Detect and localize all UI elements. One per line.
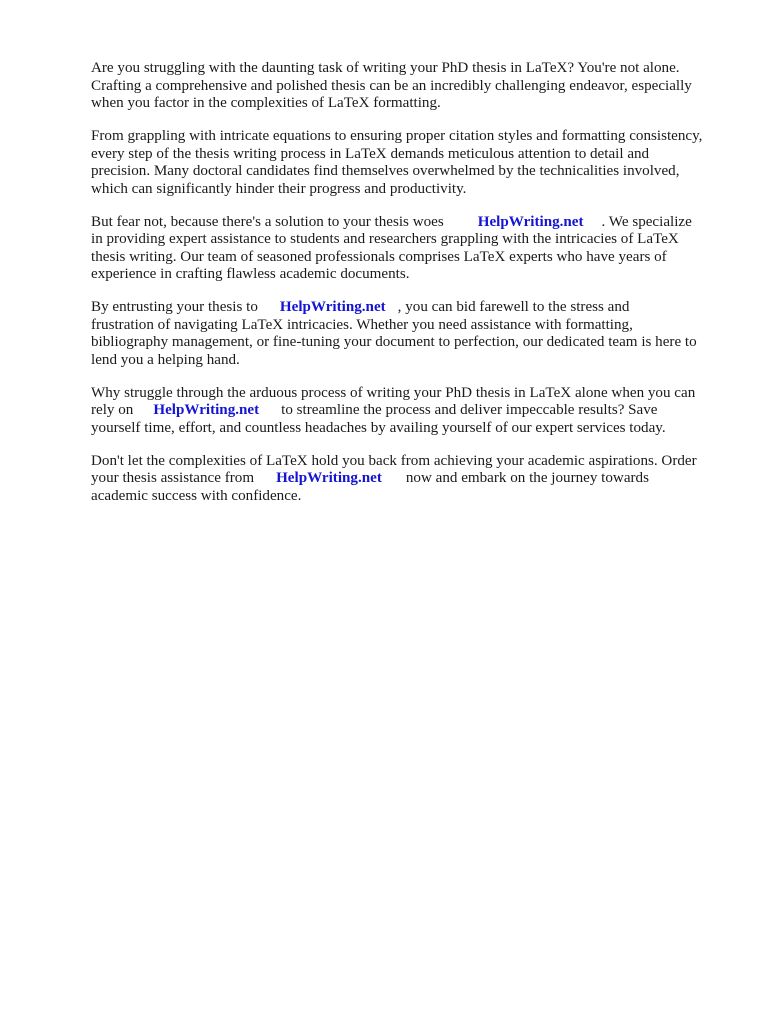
text-line: thesis writing. Our team of seasoned professionals comprises LaTeX experts who have years of: [91, 248, 667, 265]
text-segment: But fear not, because there's a solution to your thesis woes: [91, 213, 444, 230]
text-segment: . We specialize: [601, 213, 692, 230]
paragraph-solution: [91, 214, 731, 284]
paragraph-intro: [91, 60, 731, 113]
paragraph-call-to-action: [91, 453, 731, 506]
text-line: Are you struggling with the daunting task of writing your PhD thesis in LaTeX? You're not alone.: [91, 60, 680, 76]
paragraph-challenges: [91, 128, 731, 198]
text-line: academic success with confidence.: [91, 487, 302, 504]
text-line: precision. Many doctoral candidates find themselves overwhelmed by the technicalities involved,: [91, 163, 680, 179]
text-segment: now and embark on the journey towards: [405, 470, 649, 486]
text-line: [91, 214, 731, 232]
text-line: yourself time, effort, and countless headaches by availing yourself of our expert services today.: [91, 419, 666, 436]
text-line: which can significantly hinder their progress and productivity.: [91, 180, 467, 197]
text-line: in providing expert assistance to students and researchers grappling with the intricacies of LaTeX: [91, 231, 679, 247]
paragraph-why-struggle: [91, 385, 731, 438]
helpwriting-link[interactable]: HelpWriting.net: [276, 470, 382, 486]
text-segment: By entrusting your thesis to: [91, 299, 258, 315]
text-line: Crafting a comprehensive and polished thesis can be an incredibly challenging endeavor, especially: [91, 77, 692, 94]
text-segment: your thesis assistance from: [91, 470, 255, 486]
text-line: lend you a helping hand.: [91, 351, 240, 368]
text-line: experience in crafting flawless academic documents.: [91, 266, 410, 282]
helpwriting-link[interactable]: HelpWriting.net: [477, 213, 584, 230]
text-line: frustration of navigating LaTeX intricacies. Whether you need assistance with formatting,: [91, 316, 633, 333]
document-page: [91, 60, 731, 521]
text-line: From grappling with intricate equations to ensuring proper citation styles and formatting consistency,: [91, 128, 703, 144]
text-line: every step of the thesis writing process in LaTeX demands meticulous attention to detail and: [91, 145, 650, 162]
text-line: [91, 299, 731, 317]
text-line: [91, 402, 731, 420]
text-line: [91, 470, 731, 488]
paragraph-entrusting: [91, 299, 731, 369]
text-line: when you factor in the complexities of LaTeX formatting.: [91, 95, 441, 111]
helpwriting-link[interactable]: HelpWriting.net: [279, 299, 386, 315]
text-segment: , you can bid farewell to the stress and: [397, 299, 630, 315]
text-segment: rely on: [91, 402, 134, 418]
text-line: Why struggle through the arduous process of writing your PhD thesis in LaTeX alone when you can: [91, 384, 696, 401]
text-line: bibliography management, or fine-tuning your document to perfection, our dedicated team is here to: [91, 334, 697, 350]
helpwriting-link[interactable]: HelpWriting.net: [153, 402, 260, 418]
text-line: Don't let the complexities of LaTeX hold you back from achieving your academic aspirations. Order: [91, 452, 697, 469]
text-segment: to streamline the process and deliver impeccable results? Save: [281, 402, 658, 418]
